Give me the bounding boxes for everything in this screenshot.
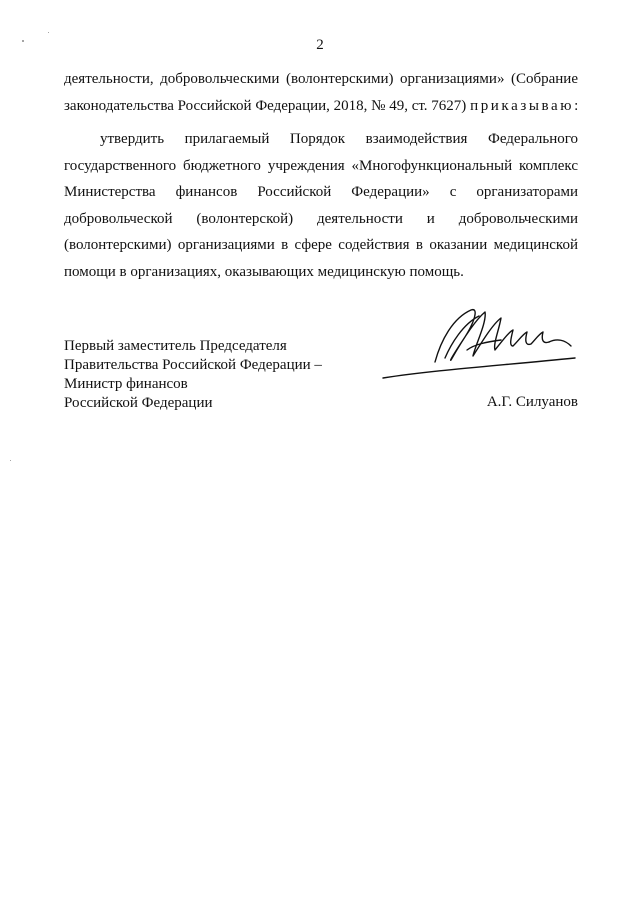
- intro-line: деятельности, добровольческими (волонтерскими) организациями» (Собрание: [64, 71, 578, 87]
- order-line: (волонтерскими) организациями в сфере содействия в оказании медицинской: [64, 237, 578, 253]
- order-line: утвердить прилагаемый Порядок взаимодействия Федерального: [100, 131, 578, 147]
- order-command: приказываю:: [470, 97, 581, 114]
- signer-position-line: Первый заместитель Председателя: [64, 338, 287, 354]
- scan-speck: [48, 32, 49, 33]
- intro-line-text: законодательства Российской Федерации, 2018, № 49, ст. 7627): [64, 97, 467, 114]
- order-line: добровольческой (волонтерской) деятельности и добровольческими: [64, 210, 578, 227]
- intro-line: [64, 93, 581, 120]
- page-number: 2: [316, 37, 324, 53]
- signer-position-line: Правительства Российской Федерации –: [64, 357, 322, 373]
- signer-position-line: Министр финансов: [64, 376, 188, 392]
- signer-position: [64, 337, 322, 413]
- scan-speck: [10, 460, 11, 461]
- order-paragraph: [64, 126, 578, 285]
- order-line: государственного бюджетного учреждения «Многофункциональный комплекс: [64, 157, 578, 174]
- signer-position-line: Российской Федерации: [64, 395, 213, 411]
- order-line: Министерства финансов Российской Федерации» с организаторами: [64, 184, 578, 200]
- signer-name: А.Г. Силуанов: [486, 394, 578, 410]
- order-line: помощи в организациях, оказывающих медицинскую помощь.: [64, 263, 464, 280]
- handwritten-signature-icon: [375, 300, 585, 385]
- intro-paragraph: [64, 66, 581, 119]
